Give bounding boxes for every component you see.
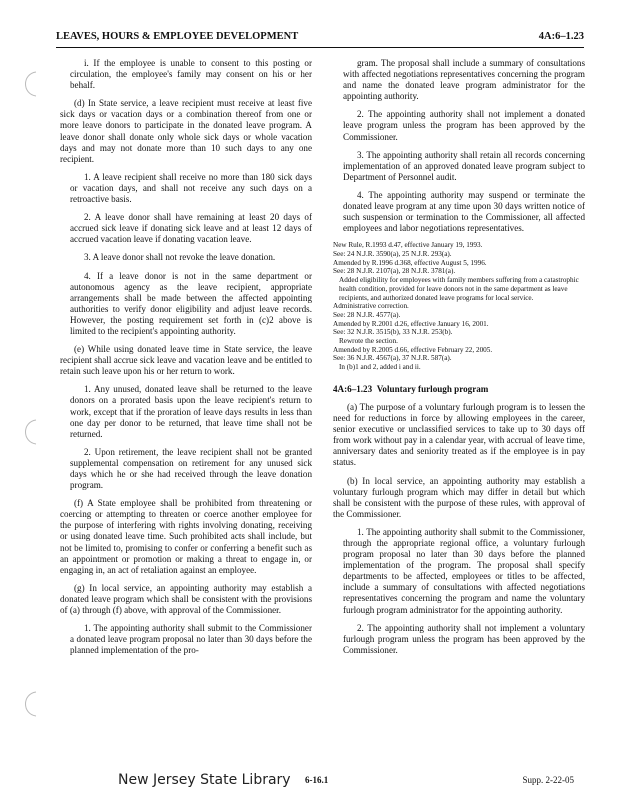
right-column-bottom bbox=[333, 402, 585, 656]
page-number: 6-16.1 bbox=[305, 775, 329, 785]
paragraph: (d) In State service, a leave recipient must receive at least five sick days or vacation days or a combination thereof from one or more leave donors to participate in the donated leave program. A leave donor shall donate only whole sick days or whole vacation days and may not donate more than 10 such days to any one recipient. bbox=[60, 98, 312, 164]
history-line: Administrative correction. bbox=[333, 302, 409, 311]
history-line: New Rule, R.1993 d.47, effective January 19, 1993. bbox=[333, 241, 483, 250]
right-column-top bbox=[333, 58, 585, 234]
history-line: Added eligibility for employees with family members suffering from a catastrophic health condition, provided for leave donors not in the same department as leave recipients, and authorized donated leave programs for local service. bbox=[339, 276, 579, 302]
rule-history-notes bbox=[333, 241, 585, 372]
history-line: Rewrote the section. bbox=[339, 337, 398, 346]
binder-hole-mark bbox=[18, 418, 38, 446]
paragraph: 1. Any unused, donated leave shall be returned to the leave donors on a prorated basis upon the leave recipient's return to work, except that if the proration of leave days results in less than one day per donor to be returned, that leave time shall not be returned. bbox=[70, 384, 312, 439]
history-line: See: 24 N.J.R. 3590(a), 25 N.J.R. 293(a). bbox=[333, 250, 452, 259]
paragraph: 3. A leave donor shall not revoke the leave donation. bbox=[84, 252, 276, 263]
paragraph: 4. The appointing authority may suspend or terminate the donated leave program at any time upon 30 days written notice of such suspension or termination to the Commissioner, all affected employees and labor negotiations representatives. bbox=[343, 189, 585, 234]
supplement-date: Supp. 2-22-05 bbox=[522, 775, 574, 785]
paragraph: 1. The appointing authority shall submit to the Commissioner a donated leave program proposal no later than 30 days before the planned implementation of the pro- bbox=[70, 623, 312, 656]
header-section-range: 4A:6–1.23 bbox=[538, 31, 584, 42]
history-line: Amended by R.2001 d.26, effective January 16, 2001. bbox=[333, 319, 489, 328]
history-line: Amended by R.2005 d.66, effective February 22, 2005. bbox=[333, 345, 493, 354]
section-heading bbox=[333, 384, 585, 395]
paragraph: 2. The appointing authority shall not implement a voluntary furlough program unless the program has been approved by the Commissioner. bbox=[343, 622, 585, 655]
section-number: 4A:6–1.23 bbox=[333, 383, 373, 394]
history-line: See: 28 N.J.R. 4577(a). bbox=[333, 310, 401, 319]
paragraph: 2. Upon retirement, the leave recipient shall not be granted supplemental compensation on retirement for any unused sick days which he or she had received through the leave donation program. bbox=[70, 446, 312, 491]
binder-hole-mark bbox=[18, 690, 38, 718]
left-column bbox=[60, 58, 312, 663]
history-line: See: 28 N.J.R. 2107(a), 28 N.J.R. 3781(a). bbox=[333, 267, 456, 276]
paragraph: 3. The appointing authority shall retain all records concerning implementation of an approved donated leave program subject to Department of Personnel audit. bbox=[343, 149, 585, 182]
paragraph: i. If the employee is unable to consent to this posting or circulation, the employee's family may consent on his or her behalf. bbox=[70, 58, 312, 91]
paragraph: 2. A leave donor shall have remaining at least 20 days of accrued sick leave if donating sick leave and at least 12 days of accrued vacation leave if donating vacation leave. bbox=[70, 212, 312, 245]
library-watermark: New Jersey State Library bbox=[118, 772, 291, 788]
section-title: Voluntary furlough program bbox=[376, 383, 489, 394]
paragraph: (e) While using donated leave time in State service, the leave recipient shall accrue sick leave and vacation leave and be entitled to retain such leave upon his or her return to work. bbox=[60, 344, 312, 377]
header-title: LEAVES, HOURS & EMPLOYEE DEVELOPMENT bbox=[56, 31, 299, 42]
binder-hole-mark bbox=[18, 70, 38, 98]
right-column bbox=[333, 58, 585, 663]
paragraph: 1. A leave recipient shall receive no more than 180 sick days or vacation days, and shall not receive any such days on a retroactive basis. bbox=[70, 171, 312, 205]
paragraph: 2. The appointing authority shall not implement a donated leave program unless the program has been approved by the Commissioner. bbox=[343, 109, 585, 142]
paragraph: 1. The appointing authority shall submit to the Commissioner, through the appropriate regional office, a voluntary furlough program proposal no later than 30 days before the planned implementation of the program. The proposal shall specify departments to be affected, employees or titles to be affected, include a summary of consultations with affected negotiations representatives concerning the program and name the voluntary furlough program administrator for the appointing authority. bbox=[343, 526, 585, 615]
paragraph: (f) A State employee shall be prohibited from threatening or coercing or attempting to threaten or coerce another employee for the purpose of interfering with rights involving donating, receiving or using donated leave time. Such prohibited acts shall include, but not be limited to, promising to confer or conferring a benefit such as an appointment or promotion or making a threat to engage in, or engaging in, an act of retaliation against an employee. bbox=[60, 498, 312, 575]
paragraph: (b) In local service, an appointing authority may establish a voluntary furlough program which may differ in detail but which shall be consistent with the purpose of these rules, with approval of the Commissioner. bbox=[333, 475, 585, 519]
paragraph: (g) In local service, an appointing authority may establish a donated leave program which shall be consistent with the provisions of (a) through (f) above, with approval of the Commissioner. bbox=[60, 582, 312, 616]
running-header bbox=[56, 30, 584, 48]
history-line: See: 32 N.J.R. 3515(b), 33 N.J.R. 253(b). bbox=[333, 328, 453, 337]
paragraph: 4. If a leave donor is not in the same department or autonomous agency as the leave recipient, appropriate arrangements shall be made between the affected appointing authorities to verify donor eligibility and adjust leave records. However, the posting requirement set forth in (c)2 above is limited to the recipient's appointing authority. bbox=[70, 270, 312, 336]
paragraph: (a) The purpose of a voluntary furlough program is to lessen the need for reductions in force by allowing employees in the career, senior executive or unclassified services to take up to 30 days off from work without pay in a calendar year, with accrual of leave time, anniversary dates and seniority treated as if the employee is in pay status. bbox=[333, 401, 585, 468]
history-line: Amended by R.1996 d.368, effective August 5, 1996. bbox=[333, 258, 487, 267]
paragraph: gram. The proposal shall include a summary of consultations with affected negotiations representatives concerning the program and name the donated leave program administrator for the appointing authority. bbox=[343, 58, 585, 102]
page-footer bbox=[0, 772, 618, 792]
history-line: In (b)1 and 2, added i and ii. bbox=[339, 363, 421, 372]
history-line: See: 36 N.J.R. 4567(a), 37 N.J.R. 587(a). bbox=[333, 354, 452, 363]
